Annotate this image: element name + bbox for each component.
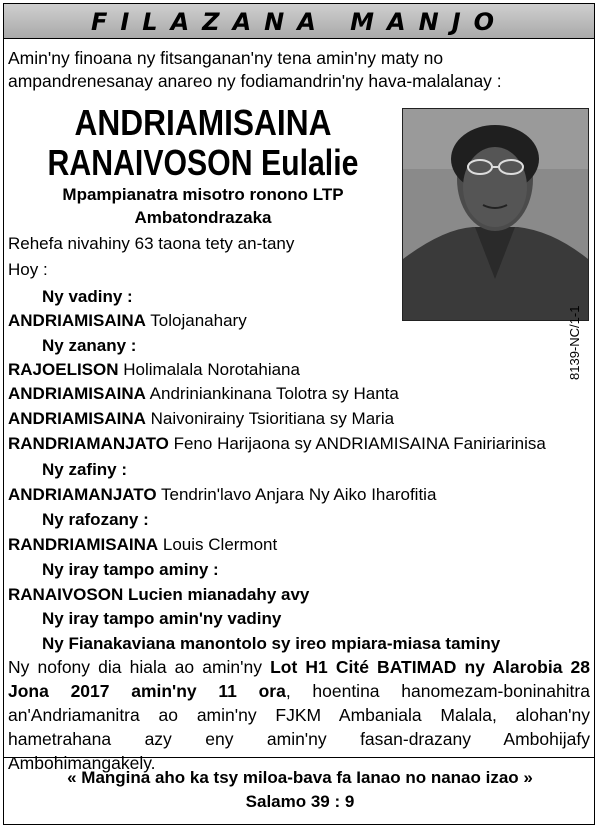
ad-reference-code: 8139-NC/1-1	[567, 305, 582, 380]
family-entry: RANDRIAMISAINA Louis Clermont	[8, 535, 278, 554]
zafiny-heading: Ny zafiny :	[42, 460, 128, 479]
scripture-quote: « Mangina aho ka tsy miloa-bava fa Ianao no nanao izao »	[67, 768, 533, 787]
scripture-reference: Salamo 39 : 9	[245, 792, 355, 811]
header-title: FILAZANA MANJO	[90, 8, 508, 36]
vadiny-heading: Ny vadiny :	[42, 287, 133, 306]
rafozany-heading: Ny rafozany :	[42, 510, 149, 529]
header-banner	[4, 4, 594, 39]
divider	[4, 757, 594, 758]
portrait-image	[403, 109, 588, 320]
fianakaviana-heading: Ny Fianakaviana manontolo sy ireo mpiara-miasa taminy	[42, 634, 501, 653]
family-entry: RANDRIAMANJATO Feno Harijaona sy ANDRIAMISAINA Faniriarinisa	[8, 434, 546, 453]
tampo-vadiny-heading: Ny iray tampo amin'ny vadiny	[42, 609, 282, 628]
deceased-role-line1: Mpampianatra misotro ronono LTP	[62, 185, 344, 204]
portrait-photo	[402, 108, 589, 321]
hoy-line: Hoy :	[8, 260, 48, 279]
funeral-details: Ny nofony dia hiala ao amin'ny Lot H1 Cité BATIMAD ny Alarobia 28 Jona 2017 amin'ny 11 ora, hoentina hanomezam-boninahitra an'Andriamanitra ao amin'ny FJKM Ambaniala Malala, alohan'ny hametrahana azy eny amin'ny fasan-drazany Ambohijafy Ambohimangakely.	[8, 657, 591, 773]
family-entry: ANDRIAMANJATO Tendrin'lavo Anjara Ny Aiko Iharofitia	[8, 485, 437, 504]
family-entry: ANDRIAMISAINA Tolojanahary	[8, 311, 247, 330]
family-entry: RAJOELISON Holimalala Norotahiana	[8, 360, 300, 379]
family-entry: ANDRIAMISAINA Naivonirainy Tsioritiana sy Maria	[8, 409, 395, 428]
deceased-name-line1: ANDRIAMISAINA	[74, 102, 332, 143]
zanany-heading: Ny zanany :	[42, 336, 137, 355]
funeral-place-date: Lot H1 Cité BATIMAD ny Alarobia 28 Jona 2017 amin'ny 11 ora	[8, 657, 591, 701]
age-line: Rehefa nivahiny 63 taona tety an-tany	[8, 234, 295, 253]
family-entry: ANDRIAMISAINA Andriniankinana Tolotra sy Hanta	[8, 384, 399, 403]
deceased-role-line2: Ambatondrazaka	[134, 208, 272, 227]
tampo-heading: Ny iray tampo aminy :	[42, 560, 219, 579]
deceased-name-line2: RANAIVOSON Eulalie	[47, 142, 359, 183]
intro-text: Amin'ny finoana ny fitsanganan'ny tena amin'ny maty no ampandrenesanay anareo ny fodiamandrin'ny hava-malalanay :	[8, 48, 502, 91]
family-entry: RANAIVOSON Lucien mianadahy avy	[8, 585, 310, 604]
